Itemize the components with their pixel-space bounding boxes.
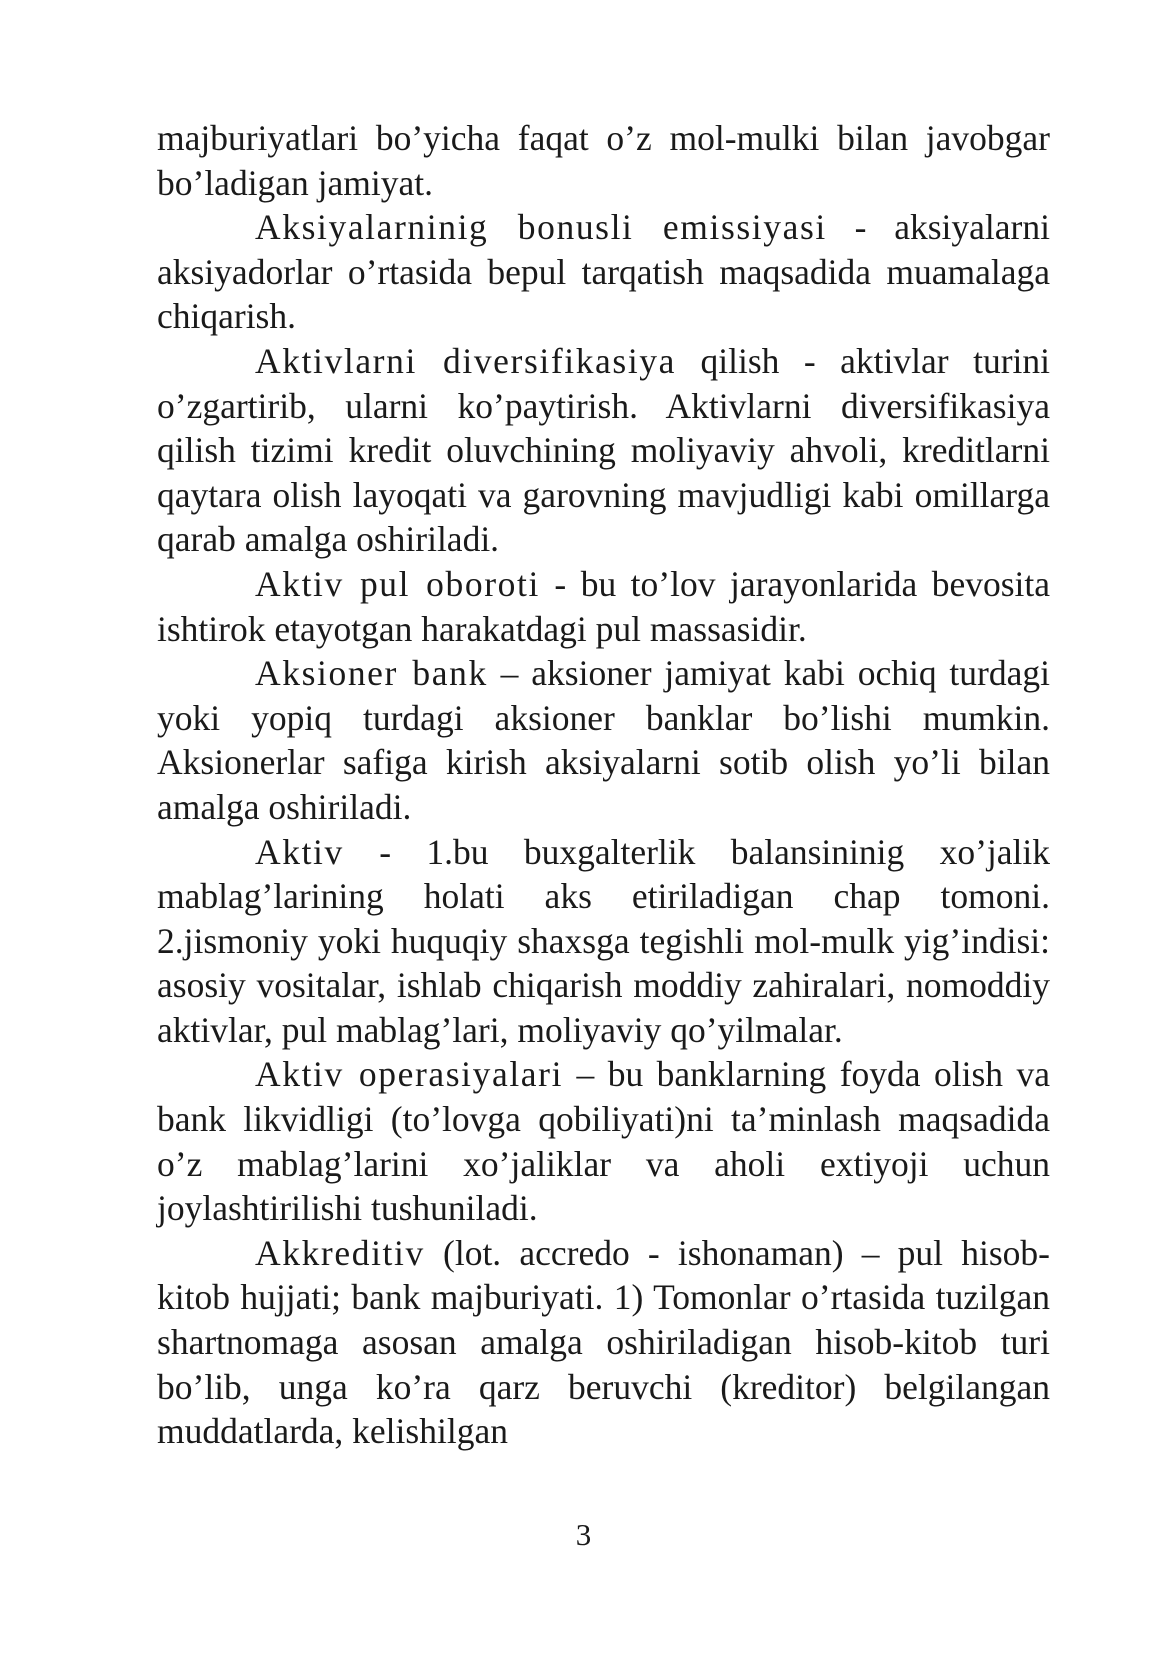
- paragraph-definition: [157, 830, 1050, 1053]
- page-body: [157, 116, 1050, 1454]
- paragraph-text: majburiyatlari bo’yicha faqat o’z mol-mulki bilan javobgar bo’ladigan jamiyat.: [157, 118, 1050, 203]
- definition-term: Aktiv operasiyalari: [255, 1054, 564, 1095]
- paragraph-definition: [157, 339, 1050, 562]
- definition-text: – bu banklarning foyda olish va bank likvidligi (to’lovga qobiliyati)ni ta’minlash maqsadida o’z mablag’larini xo’jaliklar va aholi extiyoji uchun joylashtirilishi tushuniladi.: [157, 1054, 1050, 1229]
- definition-text: (lot. accredo - ishonaman) – pul hisob-kitob hujjati; bank majburiyati. 1) Tomonlar o’rtasida tuzilgan shartnomaga asosan amalga oshiriladigan hisob-kitob turi bo’lib, unga ko’ra qarz beruvchi (kreditor) belgilangan muddatlarda, kelishilgan: [157, 1232, 1050, 1452]
- paragraph-continuation: [157, 116, 1050, 205]
- page-number: 3: [575, 1517, 592, 1552]
- paragraph-definition: [157, 205, 1050, 339]
- paragraph-definition: [157, 1052, 1050, 1230]
- definition-text: - aksiyalarni aksiyadorlar o’rtasida bepul tarqatish maqsadida muamalaga chiqarish.: [157, 207, 1050, 337]
- definition-text: – aksioner jamiyat kabi ochiq turdagi yoki yopiq turdagi aksioner banklar bo’lishi mumkin. Aksionerlar safiga kirish aksiyalarni sotib olish yo’li bilan amalga oshiriladi.: [157, 653, 1050, 827]
- definition-term: Aktiv: [255, 831, 344, 872]
- definition-term: Aksioner bank: [255, 653, 488, 694]
- definition-text: qilish - aktivlar turini o’zgartirib, ularni ko’paytirish. Aktivlarni diversifikasiya qilish tizimi kredit oluvchining moliyaviy ahvoli, kreditlarni qaytara olish layoqati va garovning mavjudligi kabi omillarga qarab amalga oshiriladi.: [157, 340, 1050, 560]
- paragraph-definition: [157, 1231, 1050, 1454]
- definition-term: Akkreditiv: [255, 1232, 425, 1273]
- paragraph-definition: [157, 651, 1050, 829]
- definition-text: - 1.bu buxgalterlik balansininig xo’jalik mablag’larining holati aks etiriladigan chap tomoni. 2.jismoniy yoki huquqiy shaxsga tegishli mol-mulk yig’indisi: asosiy vositalar, ishlab chiqarish moddiy zahiralari, nomoddiy aktivlar, pul mablag’lari, moliyaviy qo’yilmalar.: [157, 831, 1050, 1050]
- definition-term: Aktiv pul oboroti: [255, 563, 540, 604]
- definition-text: - bu to’lov jarayonlarida bevosita ishtirok etayotgan harakatdagi pul massasidir.: [157, 563, 1050, 649]
- definition-term: Aksiyalarninig bonusli emissiyasi: [255, 207, 827, 248]
- paragraph-definition: [157, 562, 1050, 651]
- definition-term: Aktivlarni diversifikasiya: [255, 340, 676, 381]
